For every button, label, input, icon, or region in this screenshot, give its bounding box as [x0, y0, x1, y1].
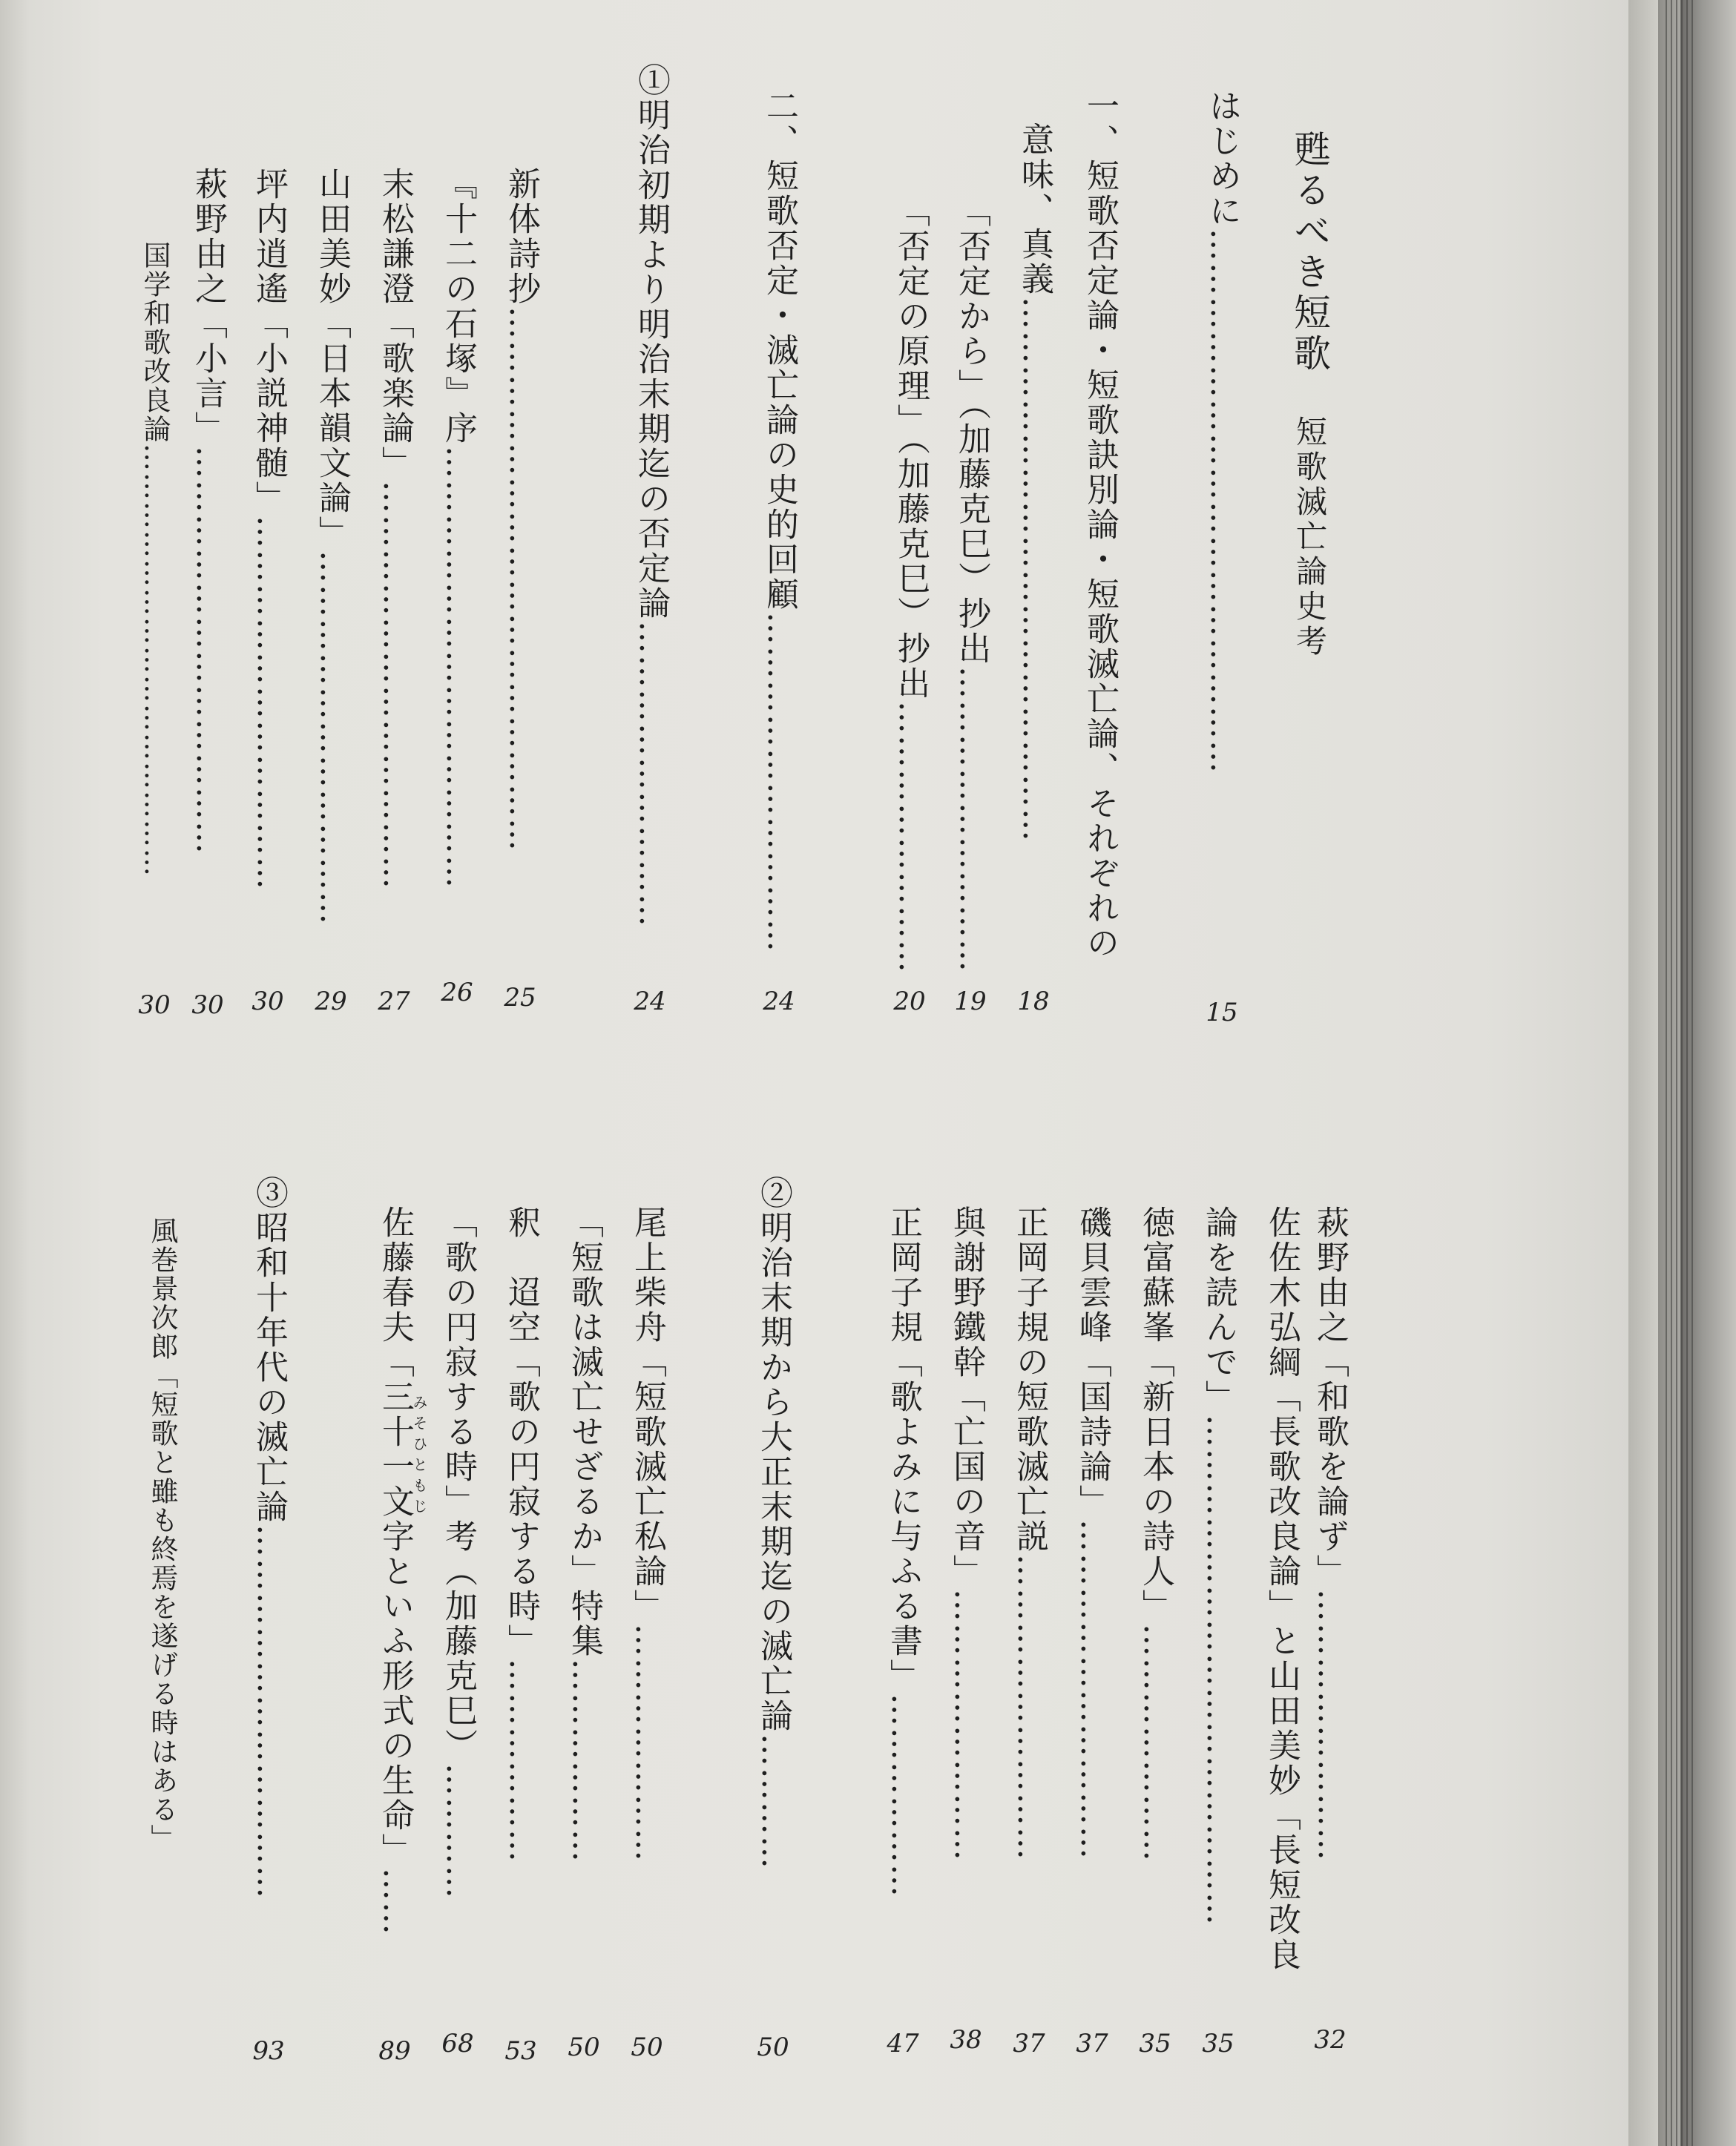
- page-number: 68: [441, 2029, 474, 2058]
- page-number: 50: [568, 2033, 600, 2062]
- toc-entry: 山田美妙「日本韻文論」……………………………: [313, 167, 351, 926]
- page-number: 35: [1202, 2029, 1234, 2058]
- page-number: 32: [1314, 2025, 1347, 2055]
- toc-entry: 新体詩抄…………………………………………: [502, 167, 540, 852]
- page-number: 30: [251, 987, 284, 1016]
- page-number: 50: [757, 2033, 789, 2062]
- page-number: 19: [954, 987, 987, 1016]
- page-number: 50: [631, 2033, 663, 2062]
- page-number: 24: [763, 987, 795, 1016]
- toc-entry: 末松謙澄「歌楽論」………………………………: [376, 167, 414, 890]
- toc-entry: 佐藤春夫「三十一文字といふ形式の生命」……: [376, 1205, 414, 1936]
- page-number: 93: [252, 2036, 285, 2066]
- toc-entry: 「否定の原理」（加藤克巳）抄出……………………: [892, 194, 930, 974]
- page-number: 18: [1017, 987, 1050, 1016]
- page-number: 30: [138, 990, 171, 1020]
- toc-entry: 萩野由之「小言」………………………………: [189, 167, 227, 855]
- page-number: 47: [887, 2029, 919, 2058]
- toc-entry: 萩野由之「和歌を論ず」……………………: [1311, 1205, 1349, 1862]
- toc-entry: ②明治末期から大正末期迄の滅亡論…………: [754, 1176, 792, 1870]
- ruby-reading: みそひともじ: [410, 1395, 428, 1519]
- toc-entry: はじめに…………………………………………: [1203, 89, 1241, 774]
- page-number: 30: [191, 990, 224, 1020]
- toc-entry: 與謝野鐵幹「亡国の音」……………………: [947, 1205, 985, 1862]
- toc-entry: 佐佐木弘綱「長歌改良論」と山田美妙「長短改良: [1263, 1205, 1301, 1972]
- toc-entry: 一、短歌否定論・短歌訣別論・短歌滅亡論、それぞれの: [1081, 89, 1119, 961]
- toc-entry: 「歌の円寂する時」考（加藤克巳）…………: [439, 1205, 477, 1900]
- toc-entry: 二、短歌否定・滅亡論の史的回顧…………………………: [760, 89, 798, 953]
- page-number: 27: [378, 987, 410, 1016]
- page-number: 26: [441, 978, 473, 1007]
- chapter-title: 甦るべき短歌短歌滅亡論史考: [1288, 130, 1331, 659]
- page-number: 15: [1206, 998, 1238, 1027]
- page-number: 25: [504, 983, 536, 1013]
- toc-entry: 尾上柴舟「短歌滅亡私論」…………………: [628, 1205, 666, 1863]
- toc-entry: 「短歌は滅亡せざるか」特集………………: [565, 1205, 603, 1863]
- page-number: 29: [315, 987, 347, 1016]
- toc-entry: 『十二の石塚』序…………………………………: [439, 167, 477, 889]
- page-edge: [1628, 0, 1658, 2146]
- toc-entry: ①明治初期より明治末期迄の否定論………………………: [632, 63, 670, 928]
- toc-entry: 正岡子規の短歌滅亡説………………………: [1010, 1205, 1048, 1861]
- toc-entry: 意味、真義…………………………………………: [1016, 122, 1053, 843]
- page-number: 53: [504, 2036, 537, 2066]
- toc-entry: 坪内逍遙「小説神髄」……………………………: [250, 167, 288, 891]
- page-number: 35: [1139, 2029, 1171, 2058]
- page-number: 37: [1013, 2029, 1045, 2058]
- toc-entry: 国学和歌改良論………………………………………: [139, 241, 171, 878]
- toc-entry: 論を読んで」………………………………………: [1200, 1205, 1237, 1926]
- toc-entry: 正岡子規「歌よみに与ふる書」………………: [884, 1205, 922, 1898]
- page-number: 24: [634, 987, 666, 1016]
- toc-entry: ③昭和十年代の滅亡論……………………………: [250, 1176, 288, 1900]
- page-number: 89: [378, 2036, 411, 2066]
- toc-entry: 「否定から」（加藤克巳）抄出………………………: [953, 194, 990, 973]
- page-number: 38: [950, 2025, 982, 2055]
- page-number: 37: [1076, 2029, 1108, 2058]
- page-number: 20: [893, 987, 926, 1016]
- toc-entry: 風巻景次郎「短歌と雖も終焉を遂げる時はある」: [146, 1217, 178, 1853]
- toc-entry: 磯貝雲峰「国詩論」…………………………: [1074, 1205, 1111, 1860]
- toc-entry: 釈 迢空「歌の円寂する時」………………: [502, 1205, 540, 1863]
- toc-entry: 徳富蘇峯「新日本の詩人」…………………: [1137, 1205, 1174, 1863]
- stacked-pages: [1666, 0, 1695, 2146]
